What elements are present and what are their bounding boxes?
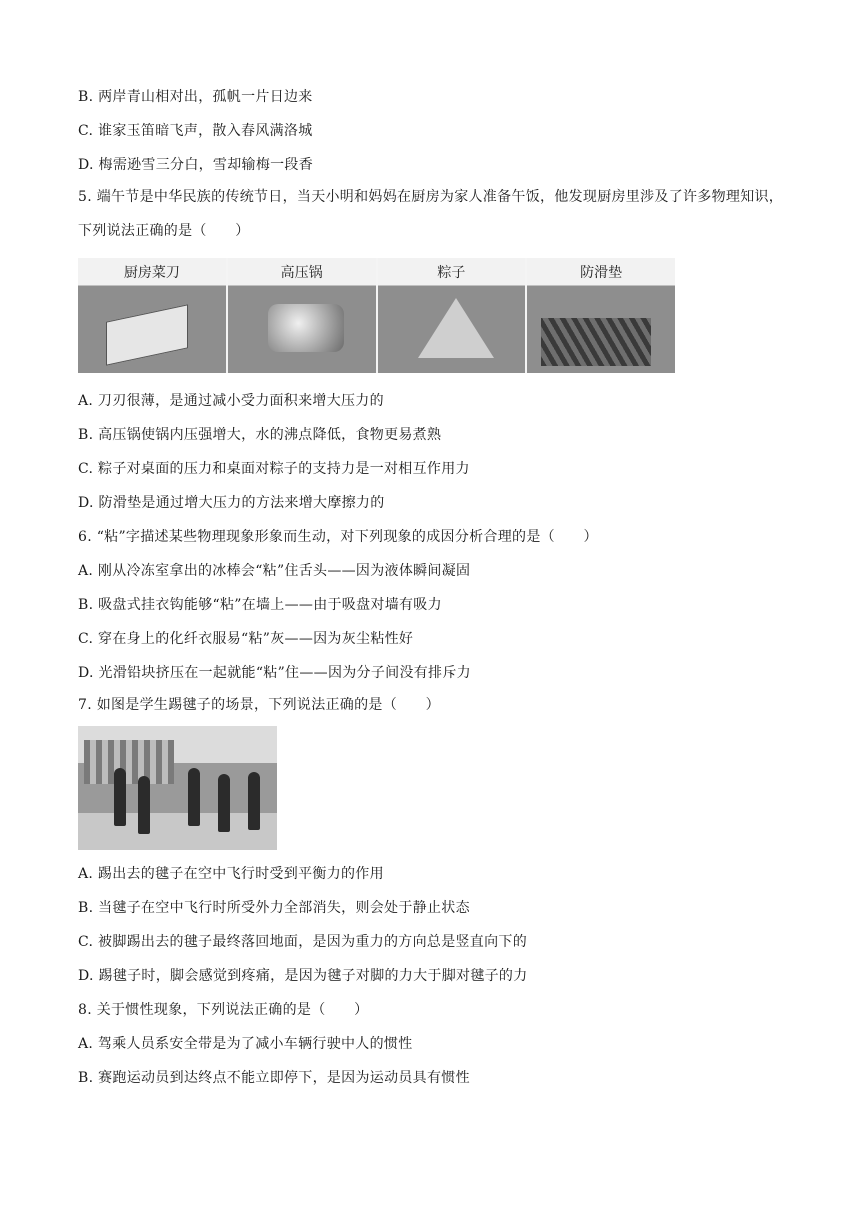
photo-kitchen-knife	[78, 258, 228, 373]
option-8b: B. 赛跑运动员到达终点不能立即停下，是因为运动员具有惯性	[78, 1070, 470, 1086]
anti-slip-mat-image	[541, 318, 651, 366]
photo-anti-slip-mat	[527, 258, 675, 373]
photo-pressure-cooker	[228, 258, 378, 373]
person-figure	[138, 776, 150, 834]
question-8-stem: 8. 关于惯性现象，下列说法正确的是（ ）	[78, 1002, 369, 1018]
option-5b: B. 高压锅使锅内压强增大，水的沸点降低，食物更易煮熟	[78, 427, 442, 443]
person-figure	[218, 774, 230, 832]
option-6c: C. 穿在身上的化纤衣服易“粘”灰——因为灰尘粘性好	[78, 631, 414, 647]
building-shape	[84, 740, 174, 784]
photo-caption: 高压锅	[280, 265, 323, 281]
photo-caption: 厨房菜刀	[123, 265, 180, 281]
option-7b: B. 当毽子在空中飞行时所受外力全部消失，则会处于静止状态	[78, 900, 470, 916]
option-7d: D. 踢毽子时，脚会感觉到疼痛，是因为毽子对脚的力大于脚对毽子的力	[78, 968, 528, 984]
person-figure	[248, 772, 260, 830]
person-figure	[114, 768, 126, 826]
option-5a: A. 刀刃很薄，是通过减小受力面积来增大压力的	[78, 393, 384, 409]
photo-caption: 防滑垫	[580, 265, 623, 281]
option-7c: C. 被脚踢出去的毽子最终落回地面，是因为重力的方向总是竖直向下的	[78, 934, 528, 950]
photo-caption: 粽子	[437, 265, 466, 281]
question-5-stem: 5. 端午节是中华民族的传统节日，当天小明和妈妈在厨房为家人准备午饭，他发现厨房里涉及了许多物理知识，下列说法正确的是（ ）	[78, 189, 784, 239]
question-6-stem: 6. “粘”字描述某些物理现象形象而生动，对下列现象的成因分析合理的是（ ）	[78, 529, 598, 545]
option-5d: D. 防滑垫是通过增大压力的方法来增大摩擦力的	[78, 495, 385, 511]
knife-image	[106, 304, 188, 365]
line-q4d: D. 梅需逊雪三分白，雪却输梅一段香	[78, 157, 314, 173]
option-5c: C. 粽子对桌面的压力和桌面对粽子的支持力是一对相互作用力	[78, 461, 470, 477]
line-q4b: B. 两岸青山相对出，孤帆一片日边来	[78, 89, 313, 105]
option-7a: A. 踢出去的毽子在空中飞行时受到平衡力的作用	[78, 866, 384, 882]
question-7-stem: 7. 如图是学生踢毽子的场景，下列说法正确的是（ ）	[78, 697, 440, 713]
shuttlecock-kicking-photo	[78, 726, 277, 850]
option-6a: A. 刚从冷冻室拿出的冰棒会“粘”住舌头——因为液体瞬间凝固	[78, 563, 471, 579]
option-6d: D. 光滑铅块挤压在一起就能“粘”住——因为分子间没有排斥力	[78, 665, 471, 681]
option-6b: B. 吸盘式挂衣钩能够“粘”在墙上——由于吸盘对墙有吸力	[78, 597, 442, 613]
person-figure	[188, 768, 200, 826]
kitchen-photo-strip	[78, 258, 675, 373]
zongzi-image	[418, 298, 494, 358]
photo-zongzi	[378, 258, 528, 373]
pressure-cooker-image	[268, 304, 344, 352]
option-8a: A. 驾乘人员系安全带是为了减小车辆行驶中人的惯性	[78, 1036, 413, 1052]
line-q4c: C. 谁家玉笛暗飞声，散入春风满洛城	[78, 123, 313, 139]
